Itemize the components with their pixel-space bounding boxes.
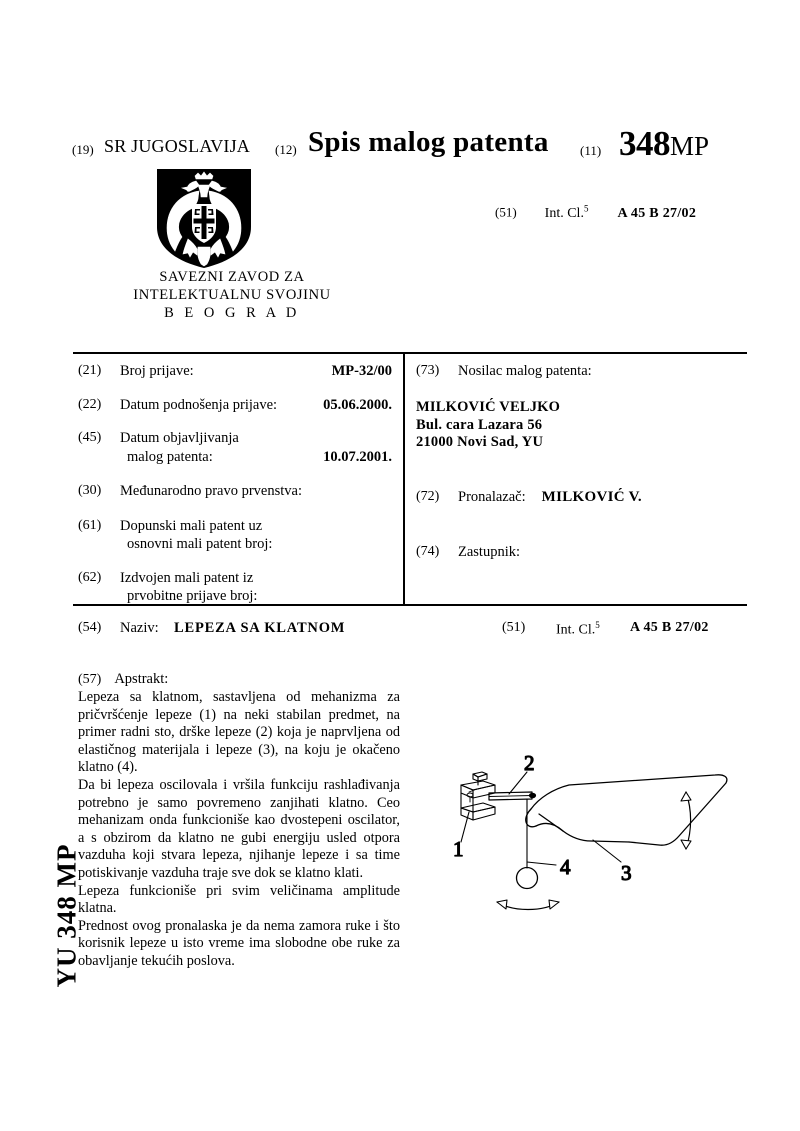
side-identifier: YU 348 MP	[51, 843, 82, 988]
inid-code-72: (72)	[416, 488, 440, 504]
inid-code-74: (74)	[416, 544, 440, 559]
holder-details	[416, 399, 746, 452]
classification-edition: 5	[583, 203, 589, 213]
inid-code-22: (22)	[78, 396, 102, 412]
abstract-label: Apstrakt:	[114, 671, 169, 687]
abstract-paragraph-4: Prednost ovog pronalaska je da nema zamora ruke i što korisnik lepeze u isto vreme ima slobodne obe ruke za obavljanje tekućih poslova.	[78, 917, 400, 969]
classification-label	[544, 203, 589, 221]
field-label-line-1: Datum objavljivanja	[120, 430, 239, 446]
inid-code-61: (61)	[78, 517, 102, 533]
inid-code-51: (51)	[495, 204, 517, 220]
field-filing-date	[78, 396, 398, 415]
field-label	[458, 488, 746, 507]
abstract-paragraph-2: Da bi lepeza oscilovala i vršila funkciju rashlađivanja potrebno je samo povremeno zanjihati klatno. Ceo mehanizam onda funkcioniše kao dvostepeni oscilator, a s obzirom da klatno ne gubi energiju usled otpora vazduha koji stvara lepeza, njihanje lepeze i sa time potiskivanje vazduha traje sve dok se klatno klati.	[78, 776, 400, 881]
field-label: Zastupnik:	[458, 544, 521, 560]
field-value: 10.07.2001.	[323, 449, 392, 465]
field-label-line-1: Dopunski mali patent uz	[120, 517, 263, 534]
field-publication-date	[78, 429, 398, 466]
inid-code-51-lower: (51)	[502, 620, 526, 635]
classification-label-lower	[556, 620, 600, 639]
callout-1: 1	[453, 837, 464, 861]
abstract-heading	[78, 671, 400, 688]
callout-2: 2	[524, 752, 535, 775]
title-row	[78, 618, 746, 644]
title-label: Naziv:	[120, 620, 159, 636]
callout-4: 4	[560, 855, 571, 879]
holder-city: 21000 Novi Sad, YU	[416, 434, 544, 450]
inventor-label-text: Pronalazač:	[458, 488, 526, 505]
biblio-right-column	[416, 362, 746, 573]
table-vertical-divider	[403, 353, 405, 604]
holder-name: MILKOVIĆ VELJKO	[416, 399, 561, 415]
invention-title: LEPEZA SA KLATNOM	[174, 620, 346, 636]
field-label	[120, 569, 398, 606]
field-label: Broj prijave:	[120, 363, 194, 379]
issuing-office	[72, 268, 392, 322]
field-application-number	[78, 362, 398, 381]
office-line-2: INTELEKTUALNU SVOJINU	[133, 287, 331, 303]
inid-code-12: (12)	[275, 142, 297, 157]
field-agent	[416, 543, 746, 562]
coat-of-arms-icon	[155, 167, 253, 270]
abstract-paragraph-1: Lepeza sa klatnom, sastavljena od mehanizma za pričvršćenje lepeze (1) na neki stabilan predmet, na primer radni sto, drške lepeze (2) koja je naprvljena od elastičnog materijala i lepeze (3), na koju je okačeno klatno (4).	[78, 689, 400, 776]
field-label: Datum podnošenja prijave:	[120, 396, 278, 413]
classification-label-text: Int. Cl.	[544, 205, 584, 221]
field-value: 05.06.2000.	[323, 396, 392, 413]
inid-code-73: (73)	[416, 363, 440, 378]
field-value: MP-32/00	[331, 363, 392, 379]
field-label	[120, 517, 398, 554]
inid-code-30: (30)	[78, 483, 102, 498]
patent-number	[619, 124, 709, 164]
classification-edition-lower: 5	[595, 620, 600, 630]
patent-number-suffix: MP	[670, 131, 710, 161]
office-line-1: SAVEZNI ZAVOD ZA	[159, 269, 305, 285]
callout-3: 3	[621, 861, 632, 885]
field-divisional-of	[78, 569, 398, 606]
field-label-line-2: osnovni mali patent broj:	[127, 536, 273, 552]
inid-code-62: (62)	[78, 569, 102, 585]
field-label: Nosilac malog patenta:	[458, 363, 592, 379]
field-label: Međunarodno pravo prvenstva:	[120, 483, 303, 499]
inid-code-11: (11)	[580, 143, 602, 158]
technical-drawing	[443, 752, 755, 932]
holder-address: Bul. cara Lazara 56	[416, 416, 543, 433]
field-label-line-2: prvobitne prijave broj:	[127, 588, 258, 604]
header-title-line	[72, 124, 748, 168]
field-label-line-2: malog patenta:	[127, 448, 213, 465]
biblio-left-column	[78, 362, 398, 617]
inventor-name: MILKOVIĆ V.	[541, 488, 642, 505]
classification-label-lower-text: Int. Cl.	[556, 622, 596, 638]
field-priority	[78, 482, 398, 501]
office-city: B E O G R A D	[164, 305, 300, 321]
table-top-rule	[73, 352, 747, 354]
classification-value: A 45 B 27/02	[617, 205, 697, 221]
field-label-line-1: Izdvojen mali patent iz	[120, 569, 254, 586]
inid-code-19: (19)	[72, 142, 94, 157]
abstract-paragraph-3: Lepeza funkcioniše pri svim veličinama amplitude klatna.	[78, 882, 400, 917]
header-classification	[495, 203, 696, 222]
abstract-section	[78, 671, 400, 971]
page-title: Spis malog patenta	[308, 126, 549, 158]
inid-code-21: (21)	[78, 363, 102, 378]
country-name: SR JUGOSLAVIJA	[104, 136, 251, 156]
classification-value-lower: A 45 B 27/02	[630, 620, 709, 635]
field-inventor	[416, 488, 746, 507]
inid-code-57: (57)	[78, 672, 102, 687]
patent-number-digits: 348	[619, 124, 670, 163]
field-addition-to-patent	[78, 517, 398, 554]
inid-code-54: (54)	[78, 620, 102, 635]
field-patent-holder	[416, 362, 746, 452]
inid-code-45: (45)	[78, 430, 102, 445]
